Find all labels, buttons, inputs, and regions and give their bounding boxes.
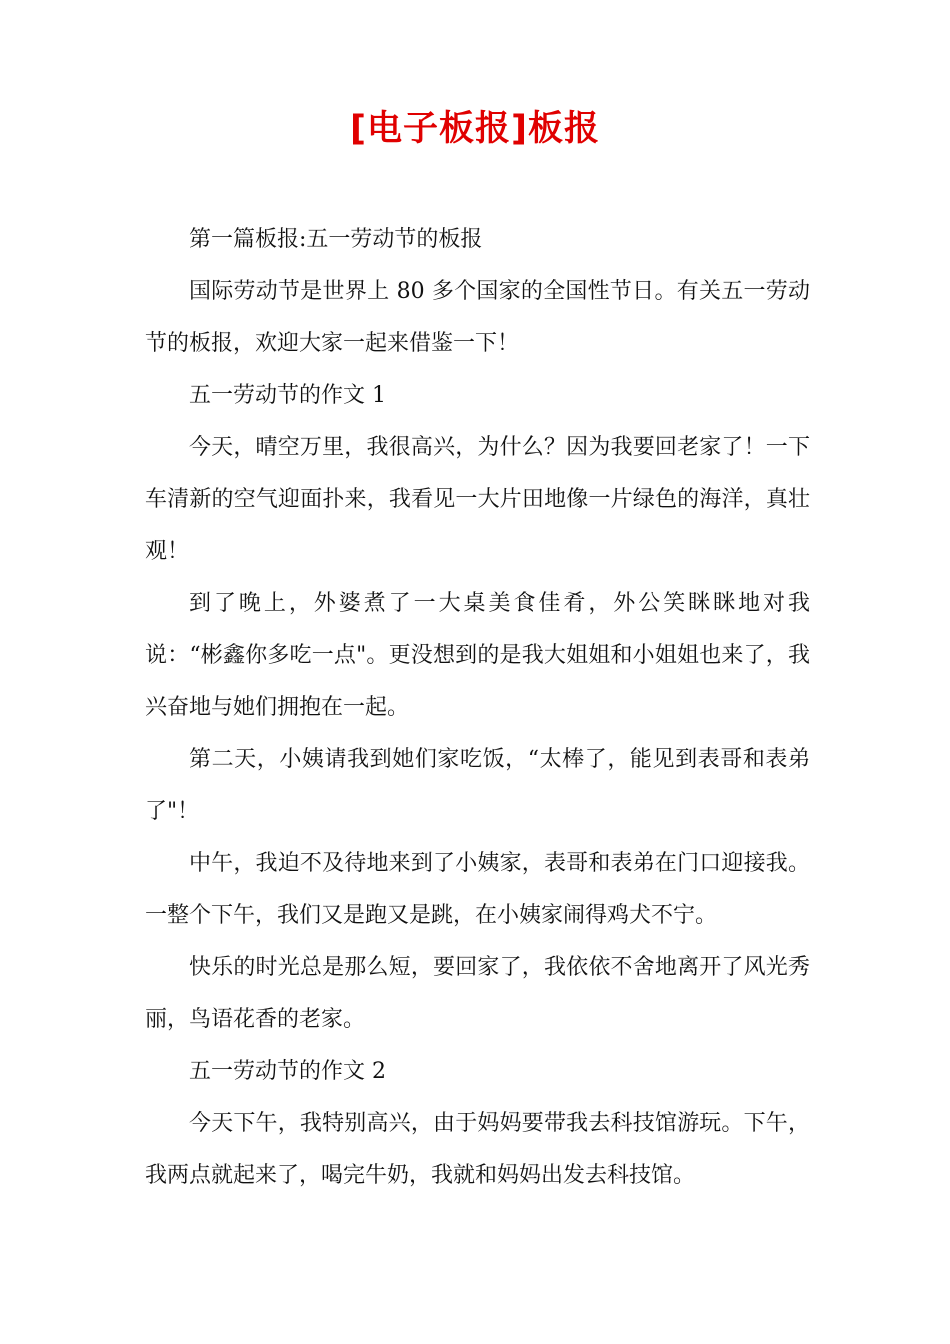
document-title: [电子板报]板报 — [350, 109, 600, 149]
paragraph: 今天下午，我特别高兴，由于妈妈要带我去科技馆游玩。下午，我两点就起来了，喝完牛奶，我就和妈妈出发去科技馆。 — [145, 1111, 810, 1188]
paragraph: 五一劳动节的作文 1 — [189, 383, 386, 408]
paragraph: 五一劳动节的作文 2 — [189, 1059, 386, 1084]
paragraph: 快乐的时光总是那么短，要回家了，我依依不舍地离开了风光秀丽，鸟语花香的老家。 — [145, 955, 810, 1032]
paragraph: 第二天，小姨请我到她们家吃饭，“太棒了，能见到表哥和表弟了"！ — [145, 747, 810, 824]
document-body — [145, 214, 810, 1202]
paragraph: 到了晚上，外婆煮了一大桌美食佳肴，外公笑眯眯地对我说：“彬鑫你多吃一点"。更没想到的是我大姐姐和小姐姐也来了，我兴奋地与她们拥抱在一起。 — [145, 591, 810, 720]
paragraph: 今天，晴空万里，我很高兴，为什么？因为我要回老家了！一下车清新的空气迎面扑来，我看见一大片田地像一片绿色的海洋，真壮观！ — [145, 435, 810, 564]
paragraph: 国际劳动节是世界上 80 多个国家的全国性节日。有关五一劳动节的板报，欢迎大家一起来借鉴一下！ — [145, 279, 810, 356]
paragraph: 第一篇板报:五一劳动节的板报 — [189, 227, 483, 252]
paragraph: 中午，我迫不及待地来到了小姨家，表哥和表弟在门口迎接我。一整个下午，我们又是跑又是跳，在小姨家闹得鸡犬不宁。 — [145, 851, 810, 928]
